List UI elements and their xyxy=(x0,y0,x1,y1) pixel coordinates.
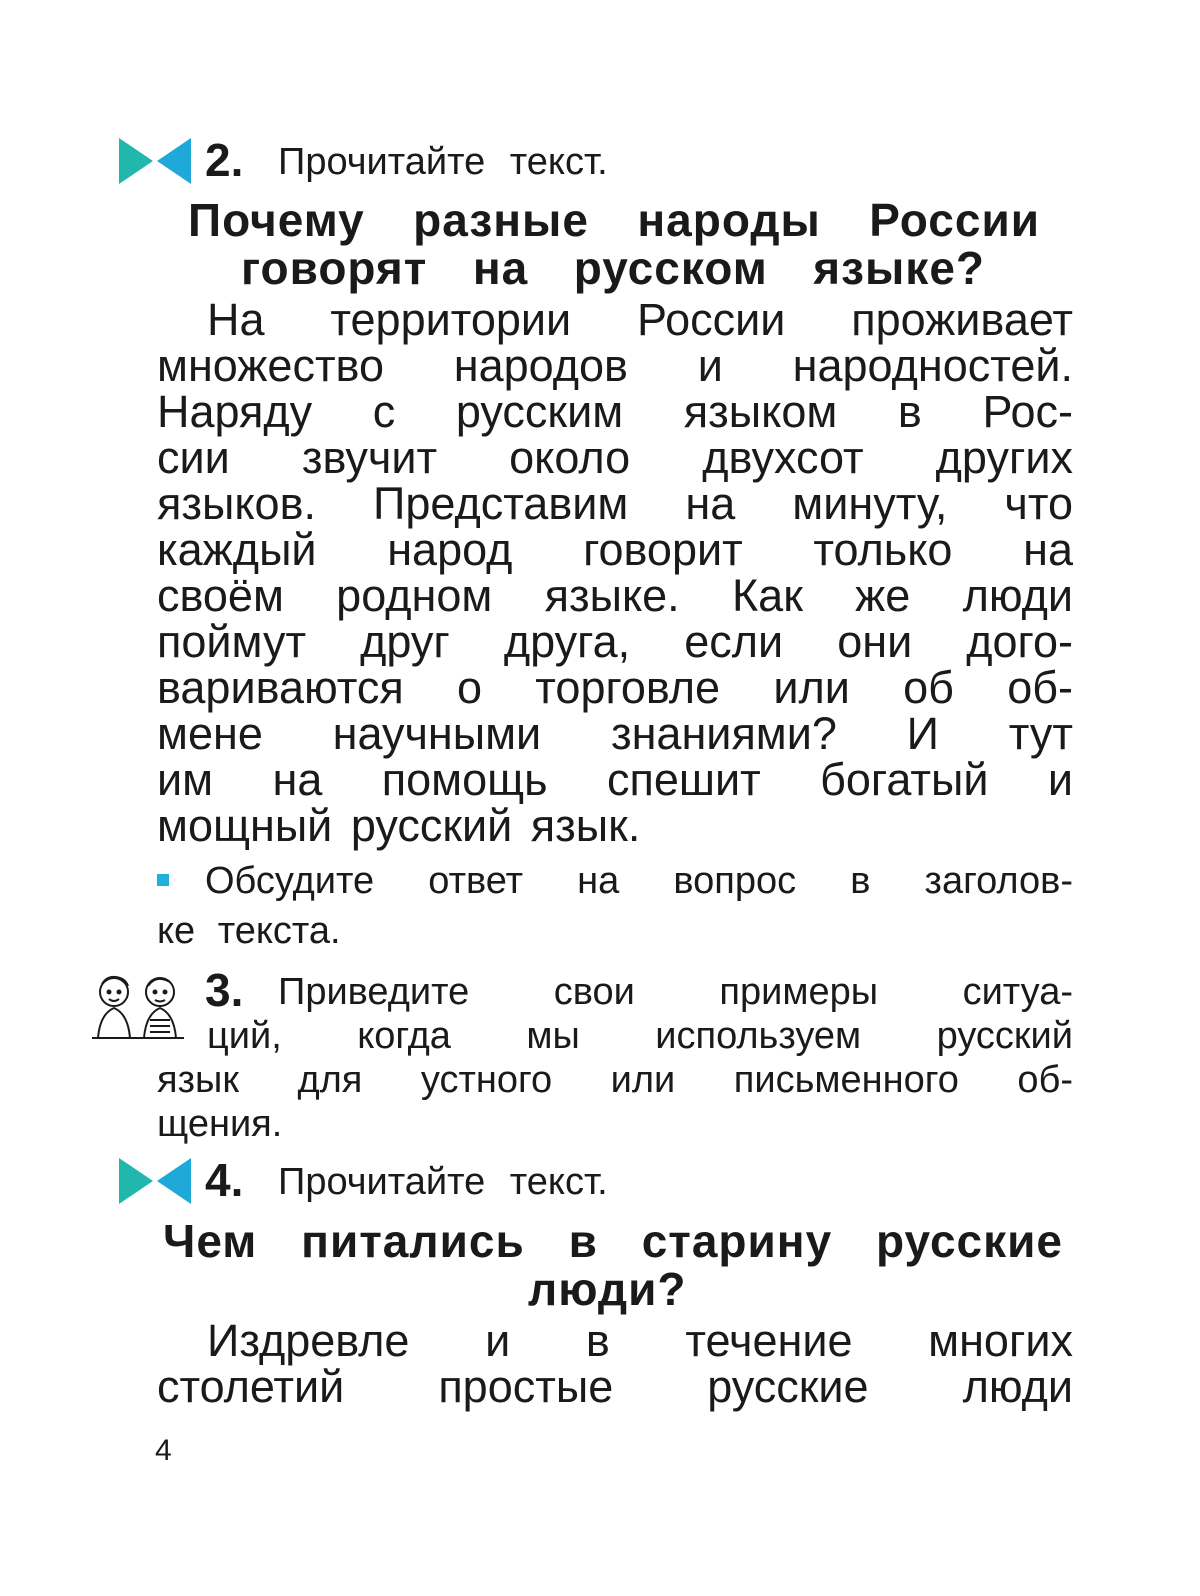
task-3-line3: язык для устного или письменного об- xyxy=(157,1059,1073,1101)
task-3-line1: Приведите свои примеры ситуа- xyxy=(278,971,1073,1013)
bowtie-icon xyxy=(119,138,191,184)
text-line: поймут друг друга, если они дого- xyxy=(157,616,1073,667)
text-line: На территории России проживает xyxy=(207,294,1073,345)
text-line: мощный русский язык. xyxy=(157,800,641,851)
two-kids-icon xyxy=(88,972,188,1040)
text-line: множество народов и народностей. xyxy=(157,340,1073,391)
text-line: им на помощь спешит богатый и xyxy=(157,754,1073,805)
text-line: Наряду с русским языком в Рос- xyxy=(157,386,1073,437)
text-line: мене научными знаниями? И тут xyxy=(157,708,1073,759)
task-2-number: 2. xyxy=(205,134,244,186)
text-line: сии звучит около двухсот других xyxy=(157,432,1073,483)
text-line: языков. Представим на минуту, что xyxy=(157,478,1073,529)
bowtie-icon xyxy=(119,1158,191,1204)
task-3-line4: щения. xyxy=(157,1103,283,1145)
page-number: 4 xyxy=(155,1434,172,1467)
task-4-number: 4. xyxy=(205,1154,244,1206)
text-line: своём родном языке. Как же люди xyxy=(157,570,1073,621)
bullet-icon xyxy=(157,874,169,886)
task-2-title-line2: говорят на русском языке? xyxy=(241,242,985,294)
text-line: вариваются о торговле или об об- xyxy=(157,662,1073,713)
task-3-number: 3. xyxy=(205,964,244,1016)
task-2-instruction: Прочитайте текст. xyxy=(278,141,608,183)
bullet-line1: Обсудите ответ на вопрос в заголов- xyxy=(205,860,1073,902)
bullet-line2: ке текста. xyxy=(157,910,341,952)
task-3-line2: ций, когда мы используем русский xyxy=(207,1015,1073,1057)
task-2-title-line1: Почему разные народы России xyxy=(188,194,1040,246)
text-line: Издревле и в течение многих xyxy=(207,1315,1073,1366)
task-4-title-line1: Чем питались в старину русские xyxy=(163,1215,1063,1267)
text-line: столетий простые русские люди xyxy=(157,1361,1073,1412)
task-4-instruction: Прочитайте текст. xyxy=(278,1161,608,1203)
text-line: каждый народ говорит только на xyxy=(157,524,1073,575)
task-4-title-line2: люди? xyxy=(528,1263,687,1315)
